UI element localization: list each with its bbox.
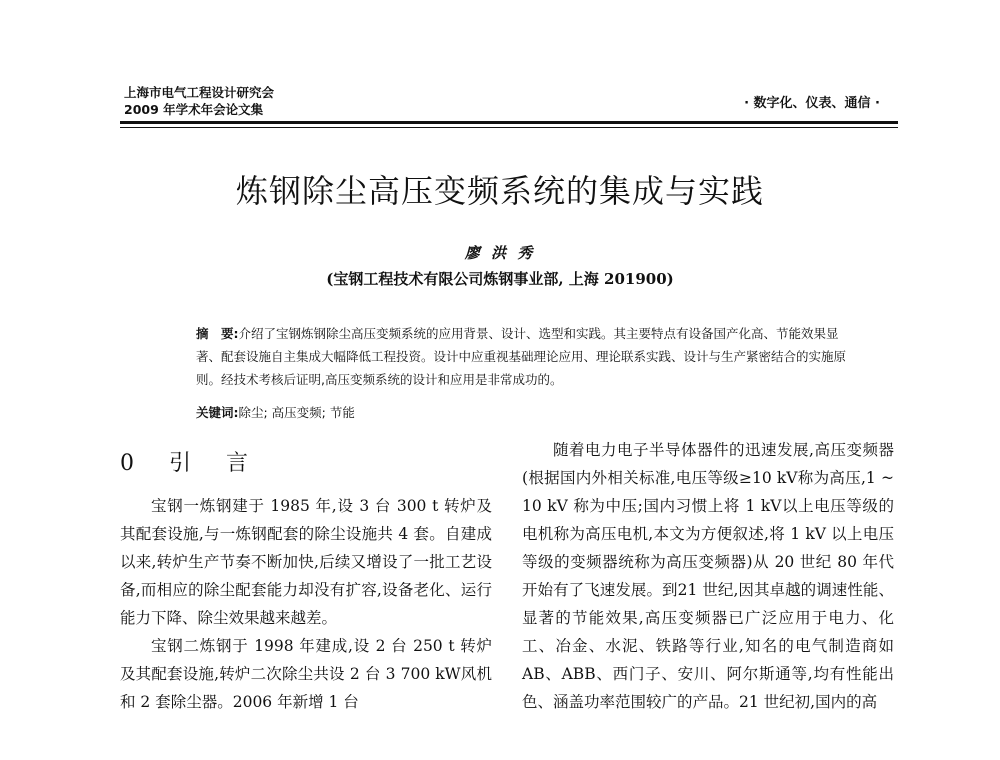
header-rule-thick (120, 121, 898, 124)
left-column (120, 444, 492, 716)
paragraph: 随着电力电子半导体器件的迅速发展,高压变频器(根据国内外相关标准,电压等级≥10 kV称为高压,1 ~ 10 kV 称为中压;国内习惯上将 1 kV以上电压等级的电机称为高压电机,本文为方便叙述,将 1 kV 以上电压等级的变频器统称为高压变频器)从 20 世纪 80 年代开始有了飞速发展。到21 世纪,因其卓越的调速性能、显著的节能效果,高压变频器已广泛应用于电力、化工、冶金、水泥、铁路等行业,知名的电气制造商如 AB、ABB、西门子、安川、阿尔斯通等,均有性能出色、涵盖功率范围较广的产品。21 世纪初,国内的高 (522, 441, 894, 711)
abstract (170, 322, 850, 391)
header-rule-thin (120, 127, 898, 128)
org-name: 上海市电气工程设计研究会 (124, 85, 275, 100)
journal-header (124, 84, 274, 118)
section-heading: 0 引 言 (120, 451, 262, 476)
abstract-text: 介绍了宝钢炼钢除尘高压变频系统的应用背景、设计、选型和实践。其主要特点有设备国产化高、节能效果显著、配套设施自主集成大幅降低工程投资。设计中应重视基础理论应用、理论联系实践、设计与生产紧密结合的实施原则。经技术考核后证明,高压变频系统的设计和应用是非常成功的。 (196, 326, 847, 387)
author: 廖 洪 秀 (464, 244, 536, 262)
keywords (196, 403, 355, 421)
keywords-label: 关键词: (196, 405, 239, 420)
proceedings-name: 2009 年学术年会论文集 (124, 102, 264, 117)
keywords-text: 除尘; 高压变频; 节能 (238, 405, 355, 420)
paragraph: 宝钢二炼钢于 1998 年建成,设 2 台 250 t 转炉及其配套设施,转炉二次除尘共设 2 台 3 700 kW风机和 2 套除尘器。2006 年新增 1 台 (120, 637, 492, 711)
right-column (522, 436, 894, 716)
paper-title: 炼钢除尘高压变频系统的集成与实践 (235, 172, 764, 210)
paragraph: 宝钢一炼钢建于 1985 年,设 3 台 300 t 转炉及其配套设施,与一炼钢配套的除尘设施共 4 套。自建成以来,转炉生产节奏不断加快,后续又增设了一批工艺设备,而相应的除尘配套能力却没有扩容,设备老化、运行能力下降、除尘效果越来越差。 (120, 497, 492, 627)
section-label: · 数字化、仪表、通信 · (744, 96, 880, 111)
abstract-label: 摘 要: (196, 326, 239, 341)
affiliation: (宝钢工程技术有限公司炼钢事业部, 上海 201900) (326, 270, 674, 288)
